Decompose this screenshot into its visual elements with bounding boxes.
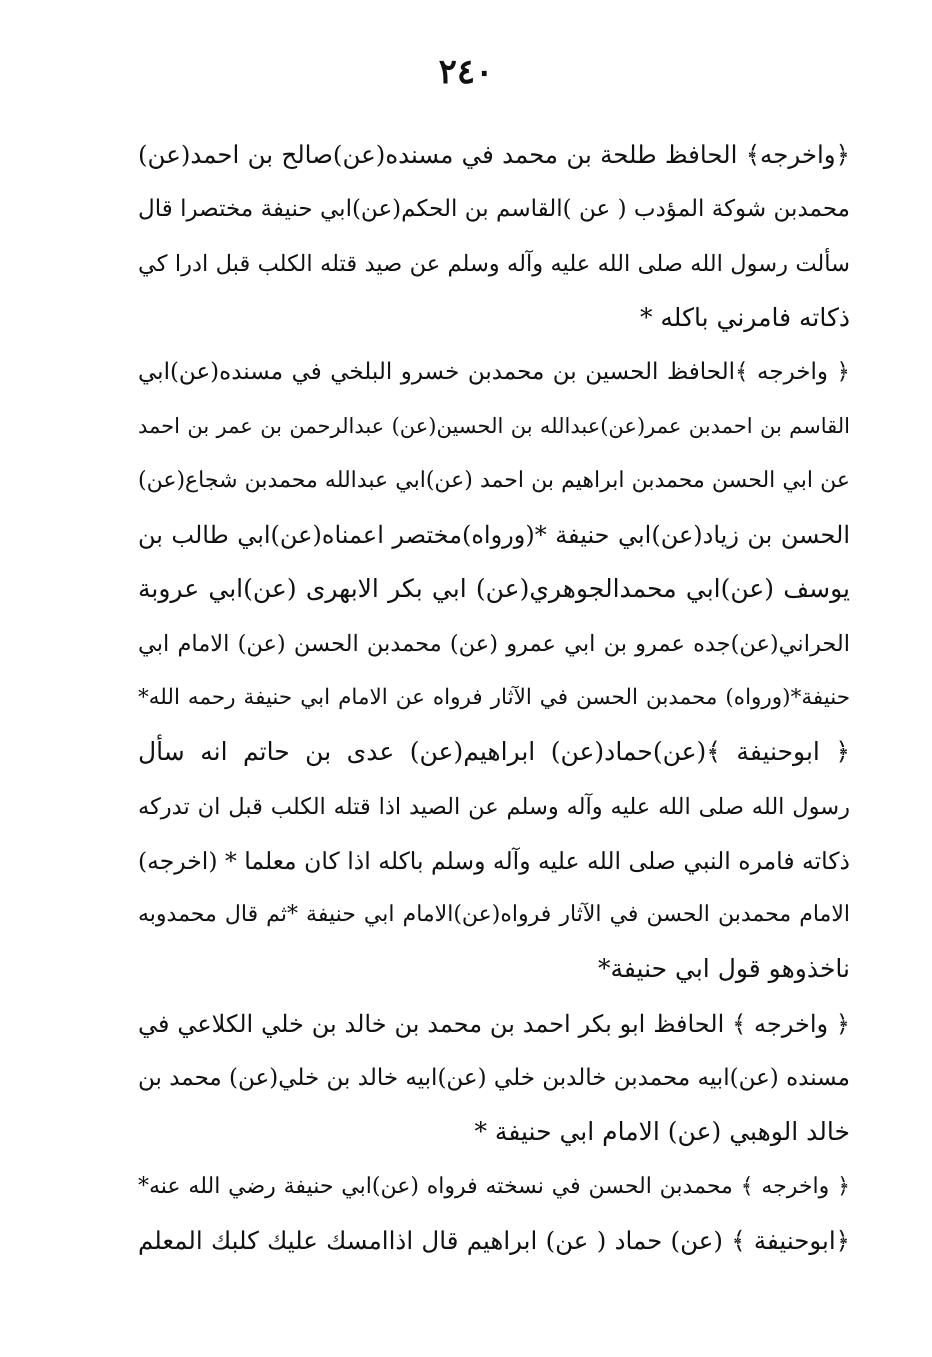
page-number: ٢٤٠ xyxy=(438,52,494,92)
text-line: ذكاته فامره النبي صلى الله عليه وآله وسلم باكله اذا كان معلما * (اخرجه) xyxy=(138,846,850,875)
text-line: يوسف (عن)ابي محمدالجوهري(عن) ابي بكر الابهرى (عن)ابي عروبة xyxy=(138,574,850,604)
text-line: ﴿ واخرجه ﴾الحافظ الحسين بن محمدبن خسرو البلخي في مسنده(عن)ابي xyxy=(138,359,850,386)
text-line: القاسم بن احمدبن عمر(عن)عبدالله بن الحسين(عن) عبدالرحمن بن عمر بن احمد xyxy=(138,414,850,439)
text-line: محمدبن شوكة المؤدب ( عن )القاسم بن الحكم(عن)ابي حنيفة مختصرا قال xyxy=(138,196,850,223)
body-text xyxy=(138,128,850,1268)
text-line: الامام محمدبن الحسن في الآثار فرواه(عن)الامام ابي حنيفة *ثم قال محمدوبه xyxy=(138,902,850,928)
text-line: الحسن بن زياد(عن)ابي حنيفة *(ورواه)مختصر اعمناه(عن)ابي طالب بن xyxy=(138,521,850,550)
text-line: خالد الوهبي (عن) الامام ابي حنيفة * xyxy=(474,1117,850,1147)
text-line: حنيفة*(ورواه) محمدبن الحسن في الآثار فرواه عن الامام ابي حنيفة رحمه الله* xyxy=(138,684,850,710)
text-line: ﴿ واخرجه ﴾ الحافظ ابو بكر احمد بن محمد بن خالد بن خلي الكلاعي في xyxy=(138,1009,850,1038)
text-line: ﴿ واخرجه ﴾ محمدبن الحسن في نسخته فرواه (عن)ابي حنيفة رضي الله عنه* xyxy=(138,1173,850,1199)
text-line: سألت رسول الله صلى الله عليه وآله وسلم عن صيد قتله الكلب قبل ادرا كي xyxy=(138,250,850,277)
text-line: ﴿واخرجه﴾ الحافظ طلحة بن محمد في مسنده(عن)صالح بن احمد(عن) xyxy=(138,140,850,169)
text-line: ذكاته فامرني باكله * xyxy=(639,302,850,332)
text-line: ﴿ ابوحنيفة ﴾(عن)حماد(عن) ابراهيم(عن) عدى بن حاتم انه سأل xyxy=(138,737,850,767)
text-line: الحراني(عن)جده عمرو بن ابي عمرو (عن) محمدبن الحسن (عن) الامام ابي xyxy=(138,630,850,657)
text-line: مسنده (عن)ابيه محمدبن خالدبن خلي (عن)ابيه خالد بن خلي(عن) محمد بن xyxy=(138,1065,850,1092)
text-line: عن ابي الحسن محمدبن ابراهيم بن احمد (عن)ابي عبدالله محمدبن شجاع(عن) xyxy=(138,467,850,493)
text-line: رسول الله صلى الله عليه وآله وسلم عن الصيد اذا قتله الكلب قبل ان تدركه xyxy=(138,793,850,820)
text-line: ﴿ابوحنيفة ﴾ (عن) حماد ( عن) ابراهيم قال اذاامسك عليك كلبك المعلم xyxy=(138,1225,850,1255)
text-line: ناخذوهو قول ابي حنيفة* xyxy=(597,954,850,984)
